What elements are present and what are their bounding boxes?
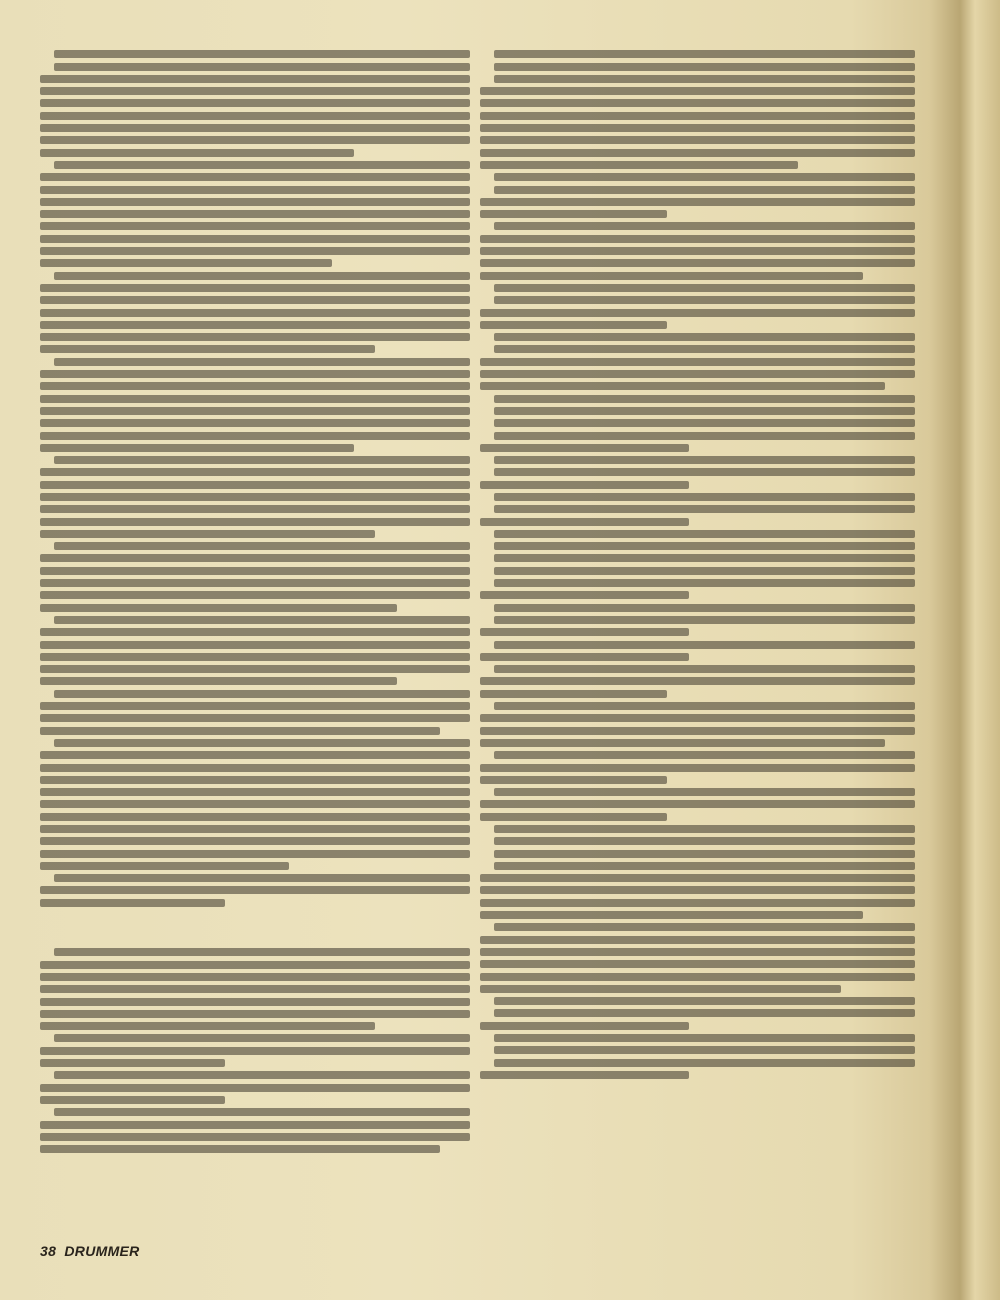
paragraph [40, 739, 470, 870]
paragraph [480, 493, 915, 501]
text-line [494, 173, 915, 181]
text-line [40, 370, 470, 378]
text-line [40, 1096, 225, 1104]
text-line [40, 309, 470, 317]
text-line [480, 358, 915, 366]
text-line [40, 702, 470, 710]
text-line [40, 259, 332, 267]
text-line [494, 432, 915, 440]
paragraph [40, 616, 470, 685]
text-line [494, 825, 915, 833]
text-line [494, 419, 915, 427]
paragraph [480, 554, 915, 562]
paragraph [480, 333, 915, 341]
text-line [480, 321, 667, 329]
text-line [40, 505, 470, 513]
text-line [40, 800, 470, 808]
text-line [480, 911, 863, 919]
paragraph [480, 1034, 915, 1042]
text-line [40, 714, 470, 722]
text-line [54, 874, 470, 882]
paragraph [40, 1034, 470, 1067]
text-line [480, 591, 689, 599]
text-line [494, 493, 915, 501]
text-line [40, 1121, 470, 1129]
text-line [480, 973, 915, 981]
text-line [40, 493, 470, 501]
text-line [494, 665, 915, 673]
paragraph [480, 296, 915, 329]
paragraph [480, 63, 915, 71]
text-line [40, 247, 470, 255]
text-line [54, 1108, 470, 1116]
text-line [40, 419, 470, 427]
text-line [40, 751, 470, 759]
text-line [480, 444, 689, 452]
text-line [480, 813, 667, 821]
text-line [54, 50, 470, 58]
paragraph [40, 1108, 470, 1153]
text-line [40, 518, 470, 526]
text-line [494, 284, 915, 292]
paragraph [40, 50, 470, 58]
text-line [40, 788, 470, 796]
text-line [494, 50, 915, 58]
paragraph [480, 641, 915, 661]
text-line [40, 579, 470, 587]
text-line [494, 1009, 915, 1017]
text-line [494, 345, 915, 353]
text-line [40, 1010, 470, 1018]
text-line [40, 825, 470, 833]
text-line [54, 161, 470, 169]
text-line [480, 309, 915, 317]
text-line [494, 751, 915, 759]
text-line [494, 1059, 915, 1067]
paragraph [480, 579, 915, 599]
paragraph [480, 1046, 915, 1054]
text-line [480, 198, 915, 206]
text-line [54, 456, 470, 464]
paragraph [40, 1071, 470, 1104]
text-line [54, 948, 470, 956]
paragraph [480, 432, 915, 452]
paragraph [480, 702, 915, 747]
text-line [40, 677, 397, 685]
paragraph [40, 456, 470, 538]
paragraph [480, 862, 915, 919]
text-line [494, 333, 915, 341]
text-line [40, 641, 470, 649]
text-line [40, 886, 470, 894]
text-line [40, 432, 470, 440]
text-line [494, 579, 915, 587]
text-line [480, 653, 689, 661]
text-line [480, 518, 689, 526]
text-line [494, 616, 915, 624]
paragraph [40, 542, 470, 611]
text-line [494, 407, 915, 415]
paragraph [480, 50, 915, 58]
text-line [494, 530, 915, 538]
paragraph [480, 186, 915, 219]
text-line [40, 764, 470, 772]
text-line [40, 75, 470, 83]
text-line [480, 87, 915, 95]
paragraph [480, 788, 915, 821]
text-line [40, 899, 225, 907]
text-line [40, 1022, 375, 1030]
paragraph [40, 874, 470, 907]
text-line [494, 186, 915, 194]
text-line [40, 210, 470, 218]
text-line [40, 1047, 470, 1055]
paragraph [480, 222, 915, 279]
paragraph [480, 825, 915, 833]
text-line [480, 899, 915, 907]
paragraph [480, 751, 915, 784]
text-line [54, 63, 470, 71]
text-line [40, 665, 470, 673]
text-line [480, 960, 915, 968]
text-line [494, 1046, 915, 1054]
text-line [40, 112, 470, 120]
text-line [40, 235, 470, 243]
paragraph [480, 395, 915, 403]
paragraph [40, 358, 470, 452]
text-line [40, 567, 470, 575]
text-line [40, 222, 470, 230]
paragraph [480, 665, 915, 698]
paragraph [480, 407, 915, 415]
text-line [40, 99, 470, 107]
text-line [40, 862, 289, 870]
text-line [40, 173, 470, 181]
paragraph [40, 272, 470, 354]
text-line [480, 776, 667, 784]
text-column-left [40, 46, 470, 1157]
text-column-right [480, 46, 915, 1083]
text-line [494, 997, 915, 1005]
text-line [40, 444, 354, 452]
text-line [480, 764, 915, 772]
text-line [494, 702, 915, 710]
text-line [40, 1145, 440, 1153]
text-line [40, 998, 470, 1006]
text-line [480, 714, 915, 722]
text-line [40, 481, 470, 489]
text-line [480, 727, 915, 735]
text-line [494, 542, 915, 550]
text-line [494, 468, 915, 476]
text-line [480, 628, 689, 636]
text-line [480, 259, 915, 267]
text-line [494, 641, 915, 649]
paragraph [480, 530, 915, 538]
paragraph [480, 173, 915, 181]
paragraph [480, 468, 915, 488]
text-line [494, 75, 915, 83]
text-line [480, 874, 915, 882]
paragraph [480, 997, 915, 1005]
text-line [494, 395, 915, 403]
paragraph [480, 616, 915, 636]
text-line [494, 862, 915, 870]
text-line [494, 554, 915, 562]
text-line [40, 468, 470, 476]
text-line [480, 149, 915, 157]
text-line [40, 136, 470, 144]
text-line [40, 554, 470, 562]
paragraph [480, 75, 915, 169]
text-line [40, 198, 470, 206]
text-line [40, 653, 470, 661]
paragraph [480, 837, 915, 845]
text-line [494, 1034, 915, 1042]
paragraph [480, 1059, 915, 1079]
paragraph [480, 419, 915, 427]
paragraph [40, 63, 470, 157]
text-line [40, 530, 375, 538]
text-line [40, 321, 470, 329]
text-line [40, 1133, 470, 1141]
text-line [40, 837, 470, 845]
text-line [480, 985, 841, 993]
text-line [40, 345, 375, 353]
text-line [494, 505, 915, 513]
text-line [494, 567, 915, 575]
text-line [480, 112, 915, 120]
text-line [54, 542, 470, 550]
text-line [480, 210, 667, 218]
text-line [40, 296, 470, 304]
paragraph [480, 505, 915, 525]
text-line [40, 628, 470, 636]
text-line [480, 690, 667, 698]
text-line [480, 136, 915, 144]
text-line [40, 850, 470, 858]
text-line [480, 677, 915, 685]
text-line [40, 284, 470, 292]
text-line [480, 382, 885, 390]
text-line [40, 985, 470, 993]
paragraph [480, 542, 915, 550]
text-line [494, 63, 915, 71]
text-line [40, 591, 470, 599]
text-line [54, 1034, 470, 1042]
paragraph [480, 1009, 915, 1029]
text-line [480, 124, 915, 132]
text-line [40, 604, 397, 612]
text-line [494, 850, 915, 858]
text-line [480, 247, 915, 255]
paragraph [480, 456, 915, 464]
paragraph [480, 284, 915, 292]
text-line [480, 886, 915, 894]
text-line [480, 936, 915, 944]
text-line [54, 358, 470, 366]
text-line [40, 407, 470, 415]
text-line [480, 272, 863, 280]
text-line [480, 161, 798, 169]
paragraph [480, 850, 915, 858]
text-line [40, 333, 470, 341]
text-line [480, 1022, 689, 1030]
paragraph [480, 345, 915, 390]
text-line [494, 788, 915, 796]
text-line [40, 727, 440, 735]
page-folio [40, 1243, 144, 1259]
text-line [40, 1084, 470, 1092]
page-number: 38 [40, 1243, 57, 1259]
text-line [480, 99, 915, 107]
text-line [40, 395, 470, 403]
text-line [494, 456, 915, 464]
text-line [480, 1071, 689, 1079]
paragraph [480, 567, 915, 575]
text-line [494, 222, 915, 230]
text-line [494, 296, 915, 304]
text-line [54, 739, 470, 747]
text-line [40, 961, 470, 969]
text-line [480, 948, 915, 956]
paragraph [40, 690, 470, 735]
text-line [40, 124, 470, 132]
text-line [54, 1071, 470, 1079]
text-line [40, 87, 470, 95]
text-line [40, 149, 354, 157]
text-line [40, 186, 470, 194]
text-line [480, 235, 915, 243]
text-line [54, 690, 470, 698]
paragraph [480, 604, 915, 612]
text-line [494, 923, 915, 931]
text-line [40, 776, 470, 784]
paragraph [40, 161, 470, 267]
publication-name: DRUMMER [64, 1243, 140, 1259]
paragraph [480, 923, 915, 992]
text-line [480, 481, 689, 489]
paragraph [40, 948, 470, 1030]
text-line [40, 973, 470, 981]
text-line [480, 370, 915, 378]
text-line [54, 272, 470, 280]
text-line [40, 382, 470, 390]
text-line [40, 1059, 225, 1067]
text-line [494, 604, 915, 612]
text-line [54, 616, 470, 624]
text-line [40, 813, 470, 821]
text-line [494, 837, 915, 845]
section-break [40, 911, 470, 944]
text-line [480, 800, 915, 808]
text-line [480, 739, 885, 747]
